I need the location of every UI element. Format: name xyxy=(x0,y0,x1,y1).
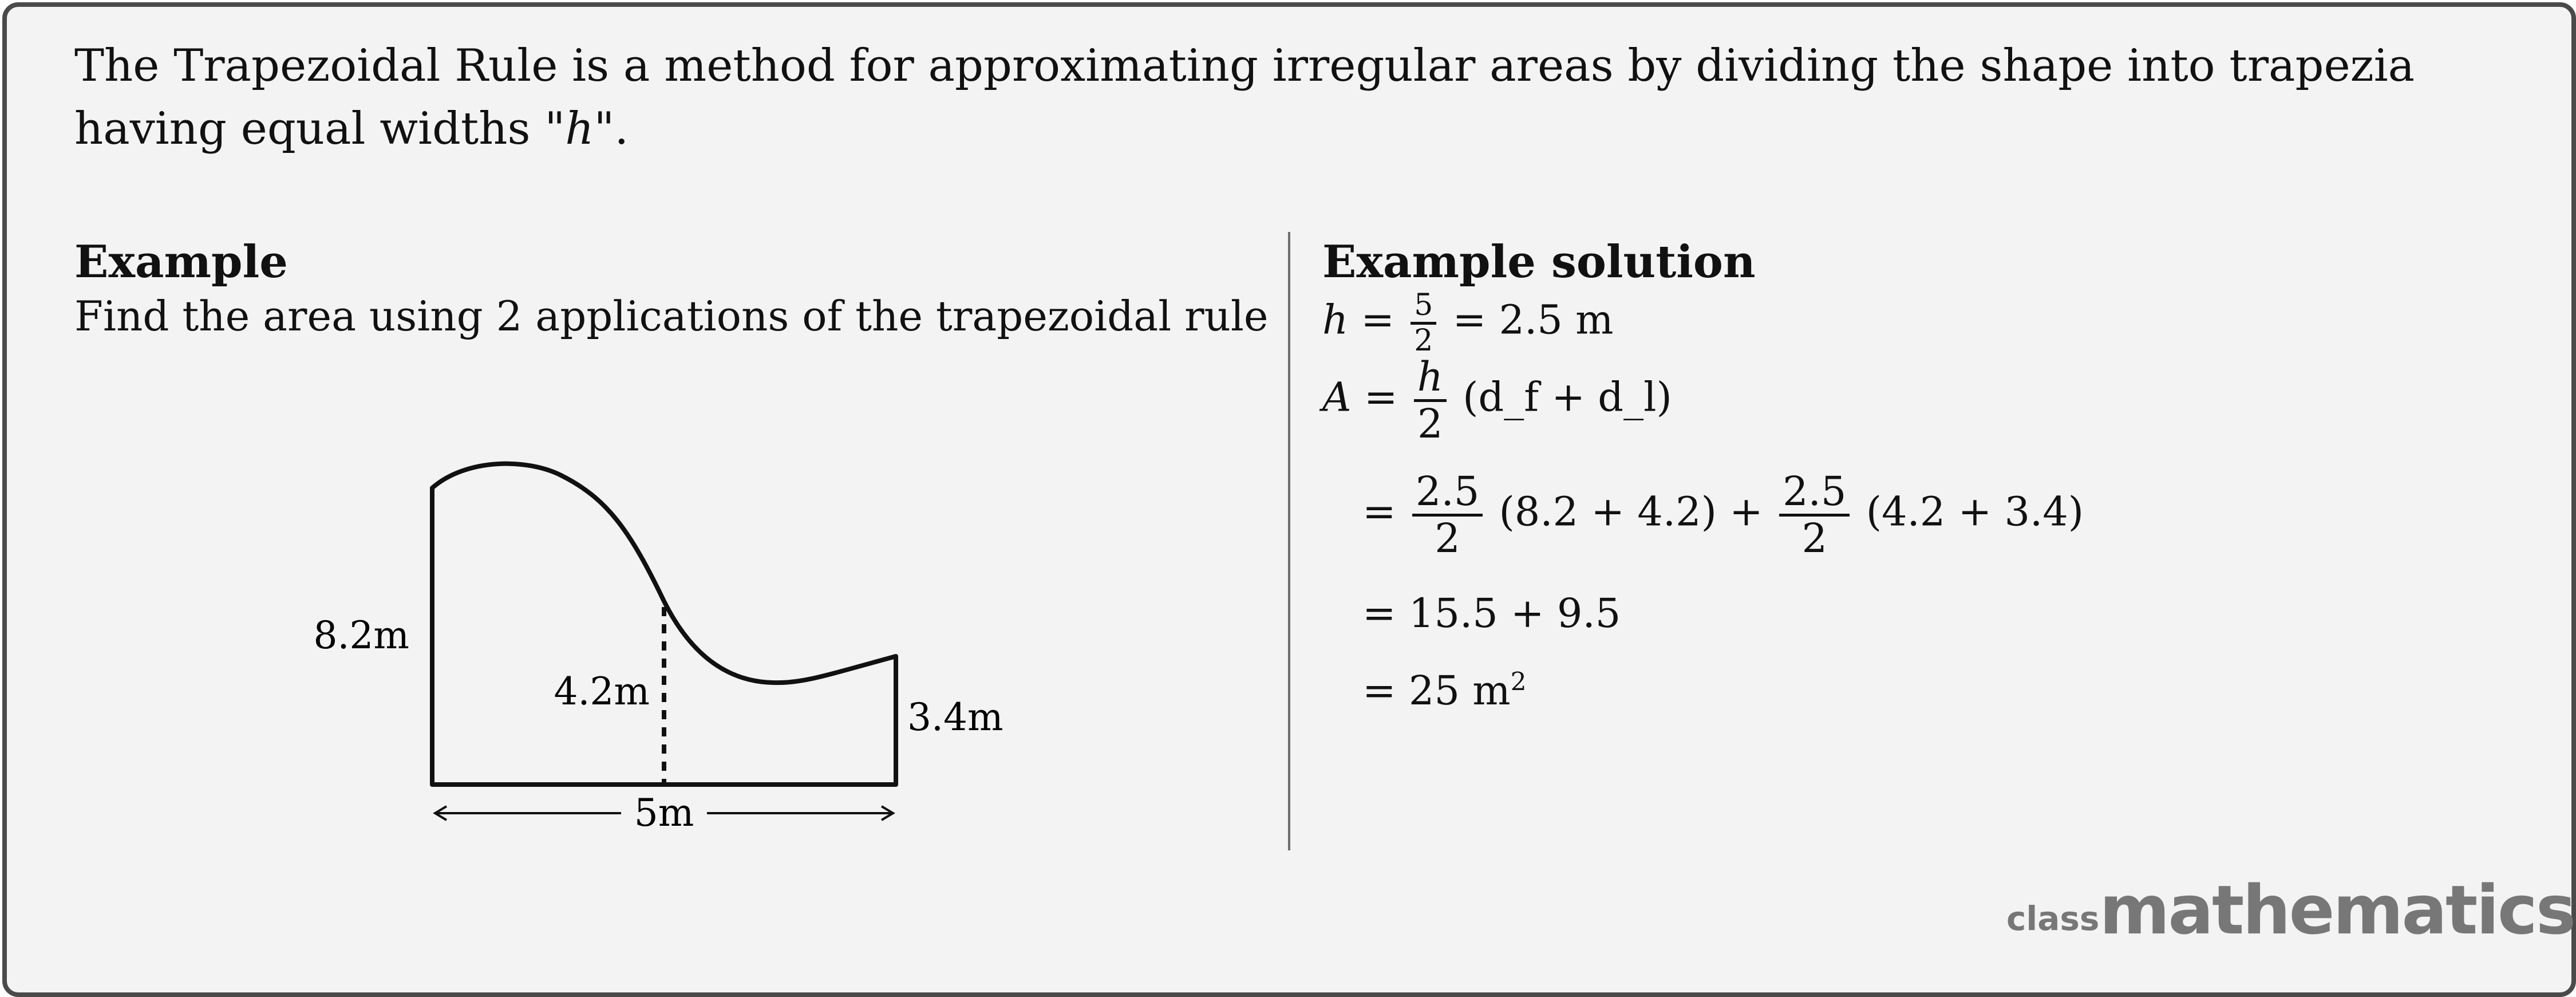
result-value: = 25 m xyxy=(1362,667,1511,714)
brand-logo xyxy=(2006,870,2574,949)
solution-heading: Example solution xyxy=(1322,236,1756,288)
h-fraction: $\frac{5}{2}$ xyxy=(1411,289,1436,357)
fraction-term-1: $\frac{2.5}{2}$ xyxy=(1412,470,1483,561)
logo-prefix: class xyxy=(2006,899,2100,938)
trapezoid-area-diagram xyxy=(309,435,1053,853)
area-formula: A = $\frac{h}{2}$ (d_f + d_l) xyxy=(1322,353,1672,447)
area-variable: A xyxy=(1322,373,1352,421)
substitution-line: = $\frac{2.5}{2}$ (8.2 + 4.2) + $\frac{2.5}{2}$ (4.2 + 3.4) xyxy=(1362,468,2084,562)
intro-variable-h: h xyxy=(565,103,594,155)
area-bracket-term: (d_f + d_l) xyxy=(1463,373,1672,421)
intro-part-1: The Trapezoidal Rule is a method for approximating irregular areas by dividing the shape into trapezia having equal widths " xyxy=(74,40,2415,155)
bracket-term-1: (8.2 + 4.2) + xyxy=(1499,488,1763,535)
h-equation: h = $\frac{5}{2}$ = 2.5 m xyxy=(1322,288,1614,358)
bracket-term-2: (4.2 + 3.4) xyxy=(1866,488,2084,535)
intro-text xyxy=(74,34,2513,160)
left-height-label: 8.2m xyxy=(313,613,409,657)
area-fraction: $\frac{h}{2}$ xyxy=(1414,355,1447,446)
h-result: = 2.5 m xyxy=(1452,296,1614,344)
sum-line: = 15.5 + 9.5 xyxy=(1362,590,1621,637)
fraction-term-2: $\frac{2.5}{2}$ xyxy=(1779,470,1850,561)
result-line xyxy=(1362,667,1527,714)
logo-name: mathematics xyxy=(2099,870,2575,949)
base-width-label: 5m xyxy=(634,791,694,835)
result-exponent: 2 xyxy=(1510,667,1527,697)
h-variable: h xyxy=(1322,296,1349,344)
right-height-label: 3.4m xyxy=(907,695,1003,739)
column-divider xyxy=(1288,232,1290,850)
middle-height-label: 4.2m xyxy=(554,669,650,714)
example-prompt: Find the area using 2 applications of the trapezoidal rule xyxy=(74,292,1269,340)
example-heading: Example xyxy=(74,236,288,288)
intro-part-2: ". xyxy=(594,103,629,155)
